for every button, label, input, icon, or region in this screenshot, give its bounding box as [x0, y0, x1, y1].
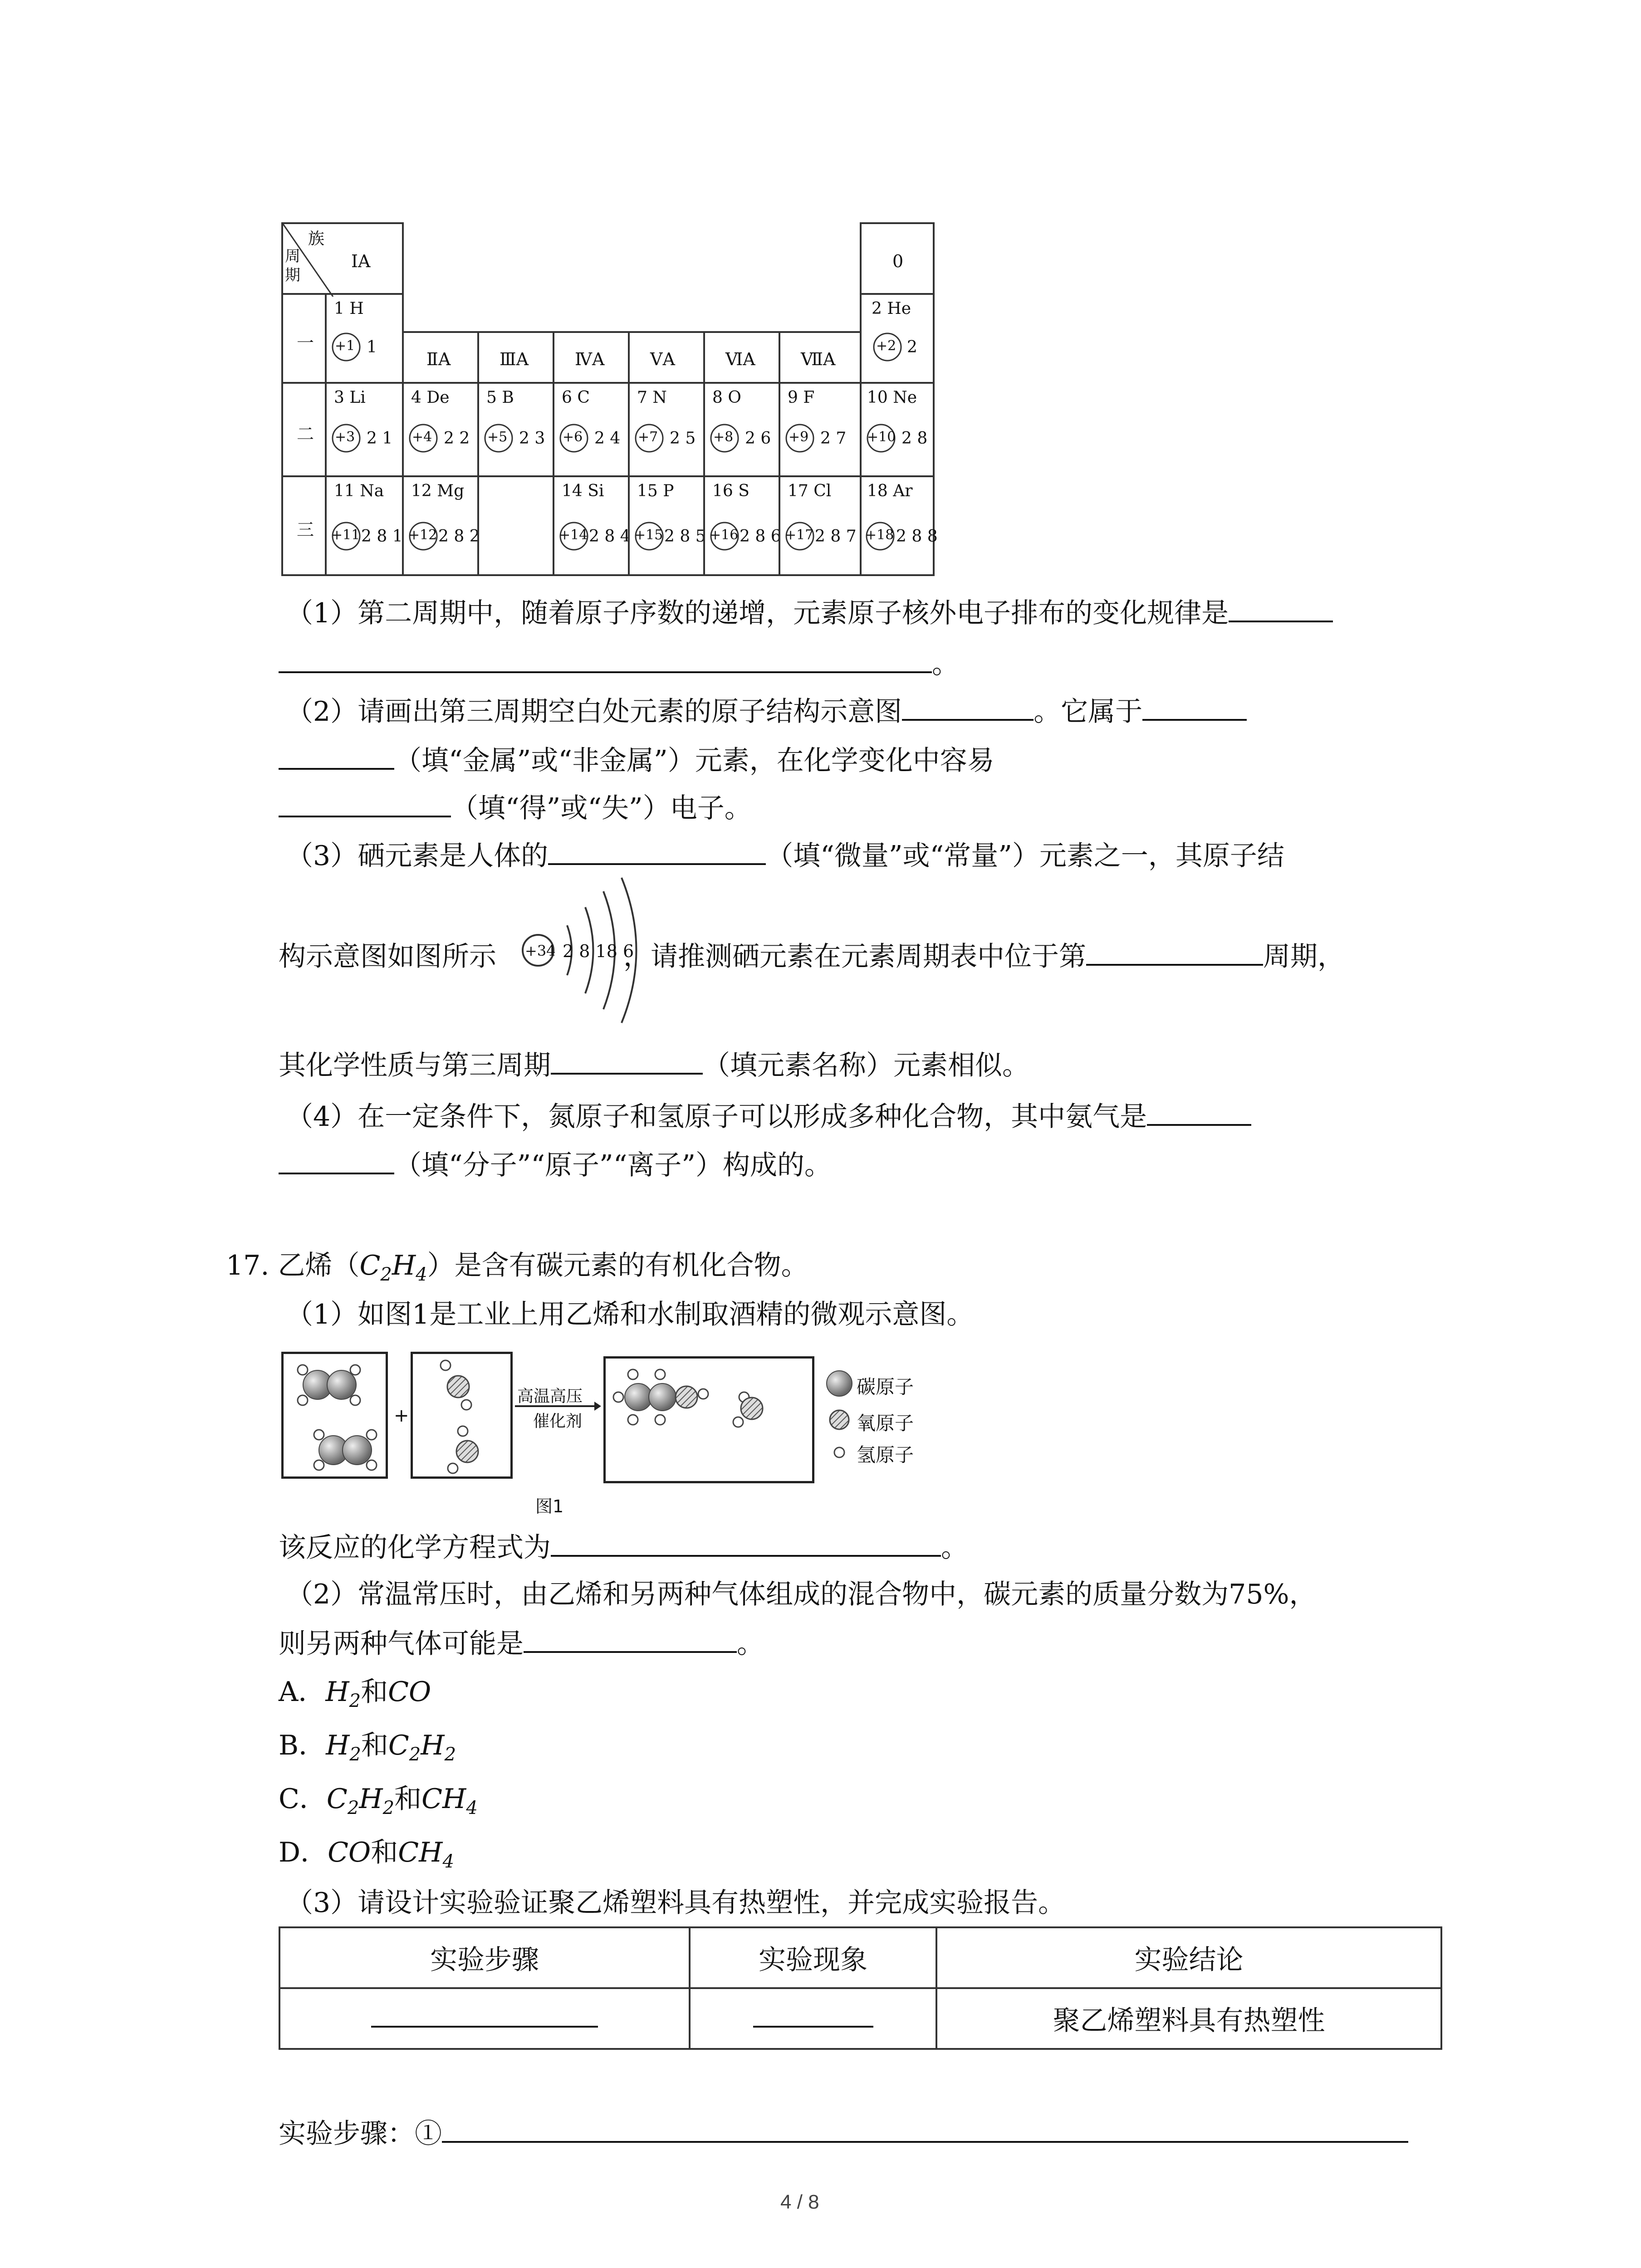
q16-part4-text: （4）在一定条件下，氮原子和氢原子可以形成多种化合物，其中氨气是: [286, 1101, 1147, 1133]
formula-sub: 2: [349, 1691, 361, 1711]
q16-part4-line2: [279, 1145, 832, 1183]
formula-part: C: [388, 1730, 409, 1761]
element-label: 3 Li: [334, 388, 366, 407]
group-head-6A: ⅥA: [725, 349, 755, 369]
selenium-shells: 2 8 18 6: [563, 941, 634, 961]
q16-part3-line: [286, 836, 1284, 874]
steps-line: [279, 2114, 1408, 2152]
formula-part: H: [359, 1783, 383, 1815]
element-cell-H: [325, 293, 404, 384]
condition-top: 高温高压: [517, 1387, 583, 1406]
answer-blank[interactable]: [1229, 593, 1333, 622]
element-cell-Cl: [779, 475, 862, 576]
electron-shells: 2 8 5: [664, 527, 706, 546]
nucleus-charge: +12: [408, 527, 437, 543]
conjunction: 和: [361, 1730, 388, 1761]
formula-sub: 2: [347, 1798, 359, 1818]
electron-shells: 2 8 4: [589, 527, 631, 546]
formula-part: C: [326, 1783, 348, 1815]
nucleus-charge: +2: [876, 338, 896, 354]
condition-bottom: 催化剂: [533, 1412, 583, 1431]
answer-blank[interactable]: [1086, 937, 1263, 966]
nucleus-charge: +14: [559, 527, 588, 543]
electron-shells: 2 8 1: [361, 527, 403, 546]
option-letter: C．: [279, 1783, 327, 1815]
formula-part: CH: [398, 1837, 443, 1868]
q17-equation-line: [279, 1528, 968, 1566]
answer-blank[interactable]: [279, 788, 451, 817]
steps-cell[interactable]: [279, 1988, 690, 2049]
element-cell-Na: [325, 475, 404, 576]
q16-part3-text-c: 构示意图如图所示: [279, 941, 496, 973]
answer-blank[interactable]: [1147, 1097, 1251, 1126]
element-label: 6 C: [562, 388, 590, 407]
conjunction: 和: [361, 1676, 388, 1708]
q16-part3-line3: [279, 1046, 1029, 1084]
element-label: 11 Na: [334, 482, 384, 500]
element-label: 14 Si: [562, 482, 604, 500]
electron-shells: 2 2: [444, 429, 470, 448]
question-number: 17.: [226, 1250, 269, 1281]
element-cell-F: [779, 382, 862, 477]
q16-part2-line2: [279, 741, 994, 779]
q16-part3-text-b: （填“微量”或“常量”）元素之一，其原子结: [766, 840, 1284, 872]
q17-part2-text-b: 则另两种气体可能是: [279, 1628, 524, 1660]
q16-part3-text-e: 周期，: [1263, 941, 1345, 973]
phenomenon-cell[interactable]: [690, 1988, 936, 2049]
period-2-label: 二: [297, 424, 314, 444]
element-cell-blank: [477, 475, 554, 576]
element-label: 10 Ne: [867, 388, 917, 407]
element-cell-Li: [325, 382, 404, 477]
q16-part3-text: （3）硒元素是人体的: [286, 840, 549, 872]
group-head-3A-cell: [477, 331, 554, 384]
formula-part: H: [326, 1730, 350, 1761]
element-label: 9 F: [788, 388, 815, 407]
q17-title-b: ）是含有碳元素的有机化合物。: [427, 1250, 808, 1281]
q17-title-line: [226, 1247, 808, 1293]
q16-part4-text-b: （填“分子”“原子”“离子”）构成的。: [394, 1149, 832, 1181]
oxygen-legend-icon: [828, 1408, 851, 1431]
q16-part2-line3: [279, 788, 752, 826]
element-label: 16 S: [712, 482, 749, 500]
element-label: 8 O: [712, 388, 741, 407]
corner-group-label: 族: [308, 230, 325, 248]
group-head-5A-cell: [628, 331, 705, 384]
formula-sub: 2: [349, 1744, 361, 1765]
option-d[interactable]: [279, 1834, 454, 1880]
element-label: 1 H: [334, 299, 364, 318]
nucleus-charge: +9: [789, 429, 809, 445]
q17-part2-line: [286, 1576, 1317, 1613]
legend-hydrogen: 氢原子: [857, 1444, 914, 1466]
answer-blank[interactable]: [279, 1145, 394, 1174]
electron-shells: 2 4: [594, 429, 621, 448]
electron-shells: 2 1: [367, 429, 393, 448]
selenium-atom-diagram: [517, 875, 653, 1025]
corner-period-label: 周期: [285, 247, 300, 284]
option-letter: A．: [279, 1676, 326, 1708]
experiment-report-table: [279, 1926, 1442, 2050]
period-3-label-cell: [281, 475, 327, 576]
electron-shells: 2 5: [670, 429, 696, 448]
group-head-4A-cell: [553, 331, 630, 384]
group-head-0-cell: [860, 222, 935, 295]
reaction-diagram: [281, 1352, 971, 1533]
element-cell-Si: [553, 475, 630, 576]
group-head-5A: ⅤA: [650, 349, 675, 369]
corner-cell: [281, 222, 404, 295]
q16-part3-text-d: ，请推测硒元素在元素周期表中位于第: [623, 941, 1086, 973]
legend-oxygen: 氧原子: [857, 1412, 914, 1434]
period-3-label: 三: [297, 520, 314, 540]
formula-sub: 2: [380, 1264, 392, 1285]
answer-blank[interactable]: [753, 2008, 873, 2028]
nucleus-charge: +16: [710, 527, 739, 543]
element-cell-He: [860, 293, 935, 384]
table-header: 实验步骤: [279, 1927, 690, 1988]
nucleus-charge: +10: [867, 429, 896, 445]
element-label: 2 He: [872, 299, 911, 318]
nucleus-charge: +3: [335, 429, 355, 445]
punct: 。: [737, 1628, 764, 1660]
formula-sub: 4: [442, 1851, 454, 1872]
formula-part: CO: [388, 1676, 431, 1708]
q17-part2-line2: [279, 1624, 764, 1662]
nucleus-charge: +4: [412, 429, 432, 445]
formula-sub: 2: [444, 1744, 456, 1765]
q17-equation-text: 该反应的化学方程式为: [279, 1532, 551, 1564]
element-cell-P: [628, 475, 705, 576]
nucleus-charge: +11: [331, 527, 360, 543]
q17-part2-text: （2）常温常压时，由乙烯和另两种气体组成的混合物中，碳元素的质量分数为75%，: [286, 1579, 1317, 1610]
group-head-6A-cell: [703, 331, 780, 384]
q16-part1-text: （1）第二周期中，随着原子序数的递增，元素原子核外电子排布的变化规律是: [286, 597, 1229, 629]
element-cell-Ne: [860, 382, 935, 477]
ethanol-box: [603, 1356, 814, 1483]
element-cell-C: [553, 382, 630, 477]
period-2-label-cell: [281, 382, 327, 477]
electron-shells: 2 8 7: [815, 527, 857, 546]
formula-part: CO: [328, 1837, 371, 1868]
electron-shells: 1: [367, 338, 377, 357]
electron-shells: 2 8 2: [438, 527, 480, 546]
nucleus-charge: +17: [785, 527, 814, 543]
conjunction: 和: [394, 1783, 422, 1815]
answer-blank[interactable]: [279, 644, 932, 673]
table-header-row: [279, 1927, 1441, 1988]
element-cell-O: [703, 382, 780, 477]
q16-part2-text: （2）请画出第三周期空白处元素的原子结构示意图: [286, 696, 902, 728]
answer-blank[interactable]: [442, 2114, 1408, 2143]
nucleus-charge: +5: [487, 429, 508, 445]
steps-label: 实验步骤：①: [279, 2118, 442, 2150]
q16-part2-text-d: （填“得”或“失”）电子。: [451, 792, 752, 824]
water-box: [411, 1352, 513, 1479]
q16-part1-line: [286, 593, 1333, 631]
reaction-arrow-icon: [515, 1397, 601, 1415]
formula-part: H: [421, 1730, 445, 1761]
element-cell-Be: [402, 382, 479, 477]
hydrogen-legend-icon: [832, 1445, 847, 1460]
q16-part4-line: [286, 1097, 1251, 1135]
option-letter: D．: [279, 1837, 328, 1868]
formula-part: C: [359, 1250, 381, 1281]
formula-part: CH: [421, 1783, 466, 1815]
nucleus-charge: +1: [335, 338, 355, 354]
electron-shells: 2 7: [820, 429, 847, 448]
electron-shells: 2 8: [901, 429, 928, 448]
answer-blank[interactable]: [551, 1528, 941, 1557]
element-label: 12 Mg: [411, 482, 465, 500]
group-head-4A: ⅣA: [575, 349, 605, 369]
figure-caption: 图1: [535, 1496, 564, 1516]
answer-blank[interactable]: [279, 741, 394, 770]
electron-shells: 2 8 8: [896, 527, 938, 546]
formula-part: H: [325, 1676, 349, 1708]
answer-blank[interactable]: [524, 1624, 737, 1653]
page-number: 4 / 8: [780, 2191, 819, 2213]
nucleus-charge: +7: [638, 429, 658, 445]
electron-shells: 2 6: [745, 429, 771, 448]
option-b[interactable]: [279, 1727, 456, 1773]
element-label: 15 P: [637, 482, 674, 500]
periodic-table: [281, 222, 939, 576]
formula-sub: 4: [466, 1798, 478, 1818]
ethanol-molecules-icon: [606, 1359, 817, 1486]
electron-shells: 2 3: [519, 429, 545, 448]
nucleus-charge: +8: [713, 429, 734, 445]
q17-title-a: 乙烯（: [278, 1250, 360, 1281]
plus-sign: +: [394, 1405, 409, 1426]
element-label: 5 B: [486, 388, 514, 407]
group-head-0: 0: [892, 251, 904, 271]
table-header: 实验现象: [690, 1927, 936, 1988]
formula-sub: 4: [416, 1264, 427, 1285]
q17-part1-line: [286, 1296, 974, 1333]
conclusion-cell: 聚乙烯塑料具有热塑性: [936, 1988, 1441, 2049]
table-row: [279, 1988, 1441, 2049]
formula-sub: 2: [382, 1798, 395, 1818]
formula-part: H: [392, 1250, 416, 1281]
group-head-7A: ⅦA: [801, 349, 836, 369]
element-cell-B: [477, 382, 554, 477]
option-a[interactable]: [279, 1674, 431, 1719]
answer-blank[interactable]: [1142, 692, 1247, 721]
ethylene-box: [281, 1352, 388, 1479]
answer-blank[interactable]: [548, 836, 766, 865]
option-letter: B．: [279, 1730, 326, 1761]
option-c[interactable]: [279, 1781, 478, 1826]
q16-part2-text-c: （填“金属”或“非金属”）元素，在化学变化中容易: [394, 745, 994, 777]
group-head-7A-cell: [779, 331, 862, 384]
q16-part3-text-f: 其化学性质与第三周期: [279, 1050, 551, 1081]
group-head-3A: ⅢA: [500, 349, 529, 369]
nucleus-charge: +6: [563, 429, 583, 445]
group-head-1A: ⅠA: [351, 251, 371, 271]
element-label: 17 Cl: [788, 482, 832, 500]
water-molecules-icon: [413, 1354, 515, 1481]
q17-part3-text: （3）请设计实验验证聚乙烯塑料具有热塑性，并完成实验报告。: [286, 1887, 1066, 1919]
group-head-2A-cell: [402, 331, 479, 384]
element-label: 18 Ar: [867, 482, 913, 500]
period-1-label: 一: [297, 333, 314, 353]
electron-shells: 2: [907, 338, 917, 357]
element-cell-S: [703, 475, 780, 576]
ethylene-molecules-icon: [284, 1354, 390, 1481]
table-header: 实验结论: [936, 1927, 1441, 1988]
selenium-nucleus: +34: [525, 942, 556, 959]
q16-part3-text-g: （填元素名称）元素相似。: [703, 1050, 1029, 1081]
carbon-legend-icon: [823, 1368, 855, 1399]
group-head-2A: ⅡA: [426, 349, 451, 369]
punct: 。: [932, 648, 959, 680]
q17-part1-text: （1）如图1是工业上用乙烯和水制取酒精的微观示意图。: [286, 1299, 974, 1330]
q16-part2-line: [286, 692, 1247, 730]
answer-blank[interactable]: [371, 2008, 598, 2028]
q16-part1-line2: [279, 644, 959, 682]
element-cell-N: [628, 382, 705, 477]
nucleus-charge: +18: [865, 527, 894, 543]
element-label: 7 N: [637, 388, 667, 407]
period-1-label-cell: [281, 293, 327, 384]
q16-part3-line2: [279, 937, 1345, 975]
element-cell-Ar: [860, 475, 938, 576]
element-cell-Mg: [402, 475, 479, 576]
answer-blank[interactable]: [551, 1046, 703, 1075]
q17-part3-line: [286, 1885, 1065, 1921]
legend-carbon: 碳原子: [857, 1376, 914, 1398]
electron-shells: 2 8 6: [740, 527, 781, 546]
element-label: 4 De: [411, 388, 450, 407]
punct: 。: [941, 1532, 968, 1564]
nucleus-charge: +15: [634, 527, 663, 543]
answer-blank[interactable]: [902, 692, 1034, 721]
conjunction: 和: [371, 1837, 398, 1868]
formula-sub: 2: [409, 1744, 421, 1765]
q16-part2-text-b: 。它属于: [1034, 696, 1143, 728]
